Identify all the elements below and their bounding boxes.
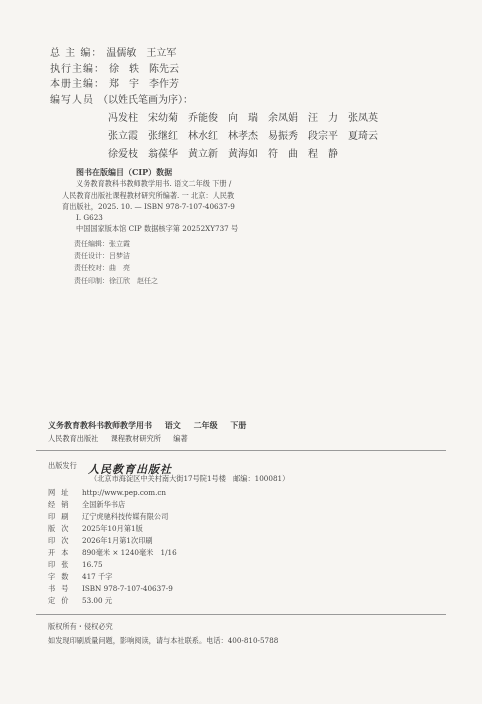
credit-value: （以姓氏笔画为序）：: [98, 94, 193, 106]
cip-line: Ⅰ. G623: [76, 213, 103, 223]
author-name: 余凤娟: [268, 113, 298, 124]
publisher-part: 编著: [173, 434, 188, 443]
credit-label: 总 主 编：: [50, 48, 103, 59]
colophon-label: 印张: [48, 560, 75, 569]
colophon-row: [48, 584, 173, 594]
cip-line: 中国国家版本馆 CIP 数据核字第 20252XY737 号: [76, 224, 239, 234]
cip-title: 图书在版编目（CIP）数据: [76, 167, 173, 177]
divider-bottom: [36, 614, 446, 615]
colophon-value: ISBN 978-7-107-40637-9: [82, 584, 173, 593]
publisher-part: 人民教育出版社: [48, 434, 99, 443]
publisher-address: （北京市海淀区中关村南大街17号院1号楼 邮编：100081）: [90, 474, 290, 483]
credit-volume-editor: [50, 77, 193, 93]
author-name: 程 静: [308, 149, 338, 160]
author-name: 林孝杰: [228, 131, 258, 142]
author-name: 张继红: [148, 131, 178, 142]
author-name: 宋幼菊: [148, 113, 178, 124]
colophon-label: 印次: [48, 536, 75, 545]
colophon-value: 16.75: [82, 560, 103, 569]
author-row: [108, 146, 388, 164]
author-name: 张凤英: [348, 113, 378, 124]
colophon-row: [48, 560, 103, 570]
colophon-label: 出版发行: [48, 461, 77, 470]
editor-line: 责任印制：徐江欣 赵任之: [74, 276, 158, 285]
author-name: 易振秀: [268, 131, 298, 142]
colophon-label: 网址: [48, 488, 75, 497]
colophon-value: 417 千字: [82, 572, 113, 581]
colophon-row: [48, 488, 166, 498]
author-row: [108, 128, 388, 146]
divider-top: [36, 450, 446, 451]
colophon-row: [48, 548, 177, 558]
author-name: 符 曲: [268, 149, 298, 160]
book-title-part: 语文: [164, 420, 181, 430]
colophon-value: http://www.pep.com.cn: [82, 488, 167, 497]
colophon-value: 辽宁虎驰科技传媒有限公司: [82, 512, 169, 521]
cip-block: [62, 167, 238, 235]
author-name: 黄海如: [228, 149, 258, 160]
credits-block: [50, 46, 193, 108]
author-name: 林水红: [188, 131, 218, 142]
credit-value: 郑 宇 李作芳: [109, 79, 179, 91]
colophon-value: 全国新华书店: [82, 500, 126, 509]
credit-chief-editor: [50, 46, 193, 62]
responsibility-block: [74, 238, 158, 287]
cip-line: 义务教育教科书教师教学用书. 语文二年级 下册 /: [76, 179, 232, 189]
publisher-logo-text: 人民教育出版社: [88, 463, 172, 476]
author-name: 汪 力: [308, 113, 338, 124]
colophon-label: 经销: [48, 500, 75, 509]
colophon-label: 书号: [48, 584, 75, 593]
author-row: [108, 110, 388, 128]
colophon-label: 定价: [48, 596, 75, 605]
publisher-part: 课程教材研究所: [110, 434, 161, 443]
colophon-row: [48, 512, 168, 522]
author-name: 翁葆华: [148, 149, 178, 160]
quality-notice: 如发现印刷质量问题，影响阅读，请与本社联系。电话：400-810-5788: [48, 636, 279, 645]
colophon-row: [48, 524, 143, 534]
editor-line: 责任校对：曲 亮: [74, 264, 130, 273]
colophon-label: 开本: [48, 548, 75, 557]
colophon-row: [48, 536, 153, 546]
cip-line: 人民教育出版社课程教材研究所编著. 一 北京：人民教: [62, 190, 235, 200]
author-name: 徐爱枝: [108, 149, 138, 160]
credit-executive-editor: [50, 62, 193, 78]
book-publisher-line: [48, 434, 198, 444]
credit-value: 徐 轶 陈先云: [109, 63, 179, 75]
credit-label: 本册主编：: [50, 79, 105, 91]
editor-line: 责任编辑：张立霞: [74, 240, 130, 248]
author-name: 段宗平: [308, 131, 338, 142]
author-name: 张立霞: [108, 131, 138, 142]
book-title-part: 二年级: [193, 420, 218, 430]
editor-line: 责任设计：吕梦洁: [74, 252, 130, 261]
colophon-label: 印刷: [48, 512, 75, 521]
author-name: 乔能俊: [188, 113, 218, 124]
book-title: [48, 420, 256, 431]
colophon-row: [48, 596, 112, 606]
credit-writers: [50, 93, 193, 109]
book-title-part: 下册: [230, 420, 247, 430]
author-name: 夏琦云: [348, 131, 378, 142]
colophon-label: 字数: [48, 572, 75, 581]
colophon-value: 2025年10月第1版: [82, 524, 143, 533]
author-list: [108, 110, 388, 164]
colophon-value: 2026年1月第1次印刷: [82, 536, 153, 545]
author-name: 冯发柱: [108, 113, 138, 124]
colophon-value: 890毫米 × 1240毫米 1/16: [82, 548, 177, 557]
book-title-part: 义务教育教科书教师教学用书: [48, 420, 152, 430]
cip-line: 育出版社，2025. 10. — ISBN 978-7-107-40637-9: [62, 201, 235, 211]
colophon-row: [48, 572, 112, 582]
rights-statement: 版权所有・侵权必究: [48, 622, 113, 631]
colophon-label: 版次: [48, 524, 75, 533]
credit-value: 温儒敏 王立军: [106, 48, 177, 59]
author-name: 向 瑞: [228, 113, 258, 124]
colophon-row: [48, 500, 125, 510]
author-name: 黄立新: [188, 149, 218, 160]
colophon-value: 53.00 元: [82, 596, 113, 605]
credit-label: 编写人员: [50, 94, 94, 106]
credit-label: 执行主编：: [50, 63, 105, 75]
